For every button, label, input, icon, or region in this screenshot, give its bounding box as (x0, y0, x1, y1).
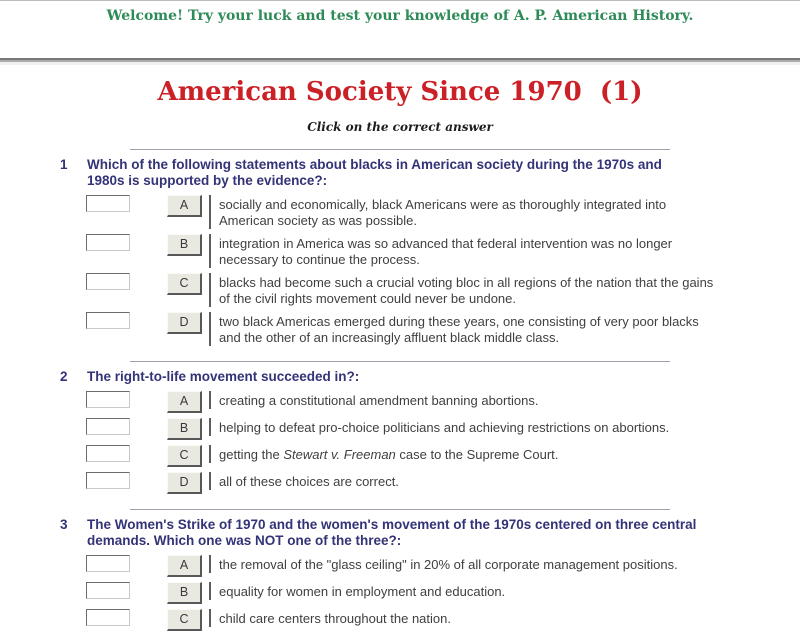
question (0, 157, 800, 346)
answer-input[interactable] (86, 195, 130, 212)
option-button-D[interactable]: D (167, 312, 202, 334)
answer-input[interactable] (86, 234, 130, 251)
option-button-A[interactable]: A (167, 195, 202, 217)
option-text: child care centers throughout the nation. (209, 609, 451, 627)
option-row (86, 472, 800, 494)
option-row (86, 391, 800, 413)
option-button-A[interactable]: A (167, 391, 202, 413)
options-list (0, 195, 800, 346)
question-number: 3 (60, 517, 68, 532)
answer-input[interactable] (86, 472, 130, 489)
option-text: getting the Stewart v. Freeman case to the Supreme Court. (209, 445, 558, 463)
option-button-B[interactable]: B (167, 582, 202, 604)
option-button-D[interactable]: D (167, 472, 202, 494)
frame-divider (0, 58, 800, 65)
question-text: The right-to-life movement succeeded in?: (87, 369, 360, 384)
option-text: helping to defeat pro-choice politicians and achieving restrictions on abortions. (209, 418, 669, 436)
answer-input[interactable] (86, 445, 130, 462)
option-row (86, 555, 800, 577)
option-row (86, 234, 800, 268)
answer-input[interactable] (86, 582, 130, 599)
question (0, 369, 800, 494)
welcome-banner (0, 1, 800, 58)
question-divider (130, 509, 670, 510)
options-list (0, 555, 800, 631)
option-row (86, 445, 800, 467)
option-button-C[interactable]: C (167, 609, 202, 631)
answer-input[interactable] (86, 555, 130, 572)
answer-input[interactable] (86, 391, 130, 408)
option-text: the removal of the "glass ceiling" in 20% of all corporate management positions. (209, 555, 678, 573)
options-list (0, 391, 800, 494)
question-header (60, 517, 800, 549)
option-text: blacks had become such a crucial voting bloc in all regions of the nation that the gains of the civil rights movement could never be undone. (209, 273, 719, 307)
option-row (86, 418, 800, 440)
option-text: socially and economically, black Americans were as thoroughly integrated into American society as was possible. (209, 195, 719, 229)
quiz-frame (0, 77, 800, 631)
option-button-C[interactable]: C (167, 445, 202, 467)
question-header (60, 157, 800, 189)
option-row (86, 273, 800, 307)
questions-list (0, 149, 800, 631)
option-row (86, 609, 800, 631)
option-text: integration in America was so advanced that federal intervention was no longer necessary to continue the process. (209, 234, 719, 268)
option-button-A[interactable]: A (167, 555, 202, 577)
answer-input[interactable] (86, 609, 130, 626)
option-text: all of these choices are correct. (209, 472, 399, 490)
option-row (86, 582, 800, 604)
option-row (86, 312, 800, 346)
option-button-B[interactable]: B (167, 234, 202, 256)
question-number: 2 (60, 369, 68, 384)
answer-input[interactable] (86, 273, 130, 290)
option-text: creating a constitutional amendment banning abortions. (209, 391, 538, 409)
answer-input[interactable] (86, 312, 130, 329)
question-text: The Women's Strike of 1970 and the women's movement of the 1970s centered on three central demands. Which one was NOT one of the three?: (87, 517, 697, 548)
question (0, 517, 800, 631)
answer-input[interactable] (86, 418, 130, 435)
instruction-text: Click on the correct answer (307, 120, 493, 134)
question-header (60, 369, 800, 385)
question-text: Which of the following statements about blacks in American society during the 1970s and 1980s is supported by the evidence?: (87, 157, 662, 188)
question-divider (130, 149, 670, 150)
option-row (86, 195, 800, 229)
option-button-C[interactable]: C (167, 273, 202, 295)
option-text: two black Americas emerged during these years, one consisting of very poor blacks and the other of an increasingly affluent black middle class. (209, 312, 719, 346)
option-text: equality for women in employment and education. (209, 582, 505, 600)
question-divider (130, 361, 670, 362)
page-title: American Society Since 1970 (1) (157, 77, 643, 107)
welcome-text: Welcome! Try your luck and test your knowledge of A. P. American History. (106, 8, 694, 24)
option-button-B[interactable]: B (167, 418, 202, 440)
question-number: 1 (60, 157, 68, 172)
